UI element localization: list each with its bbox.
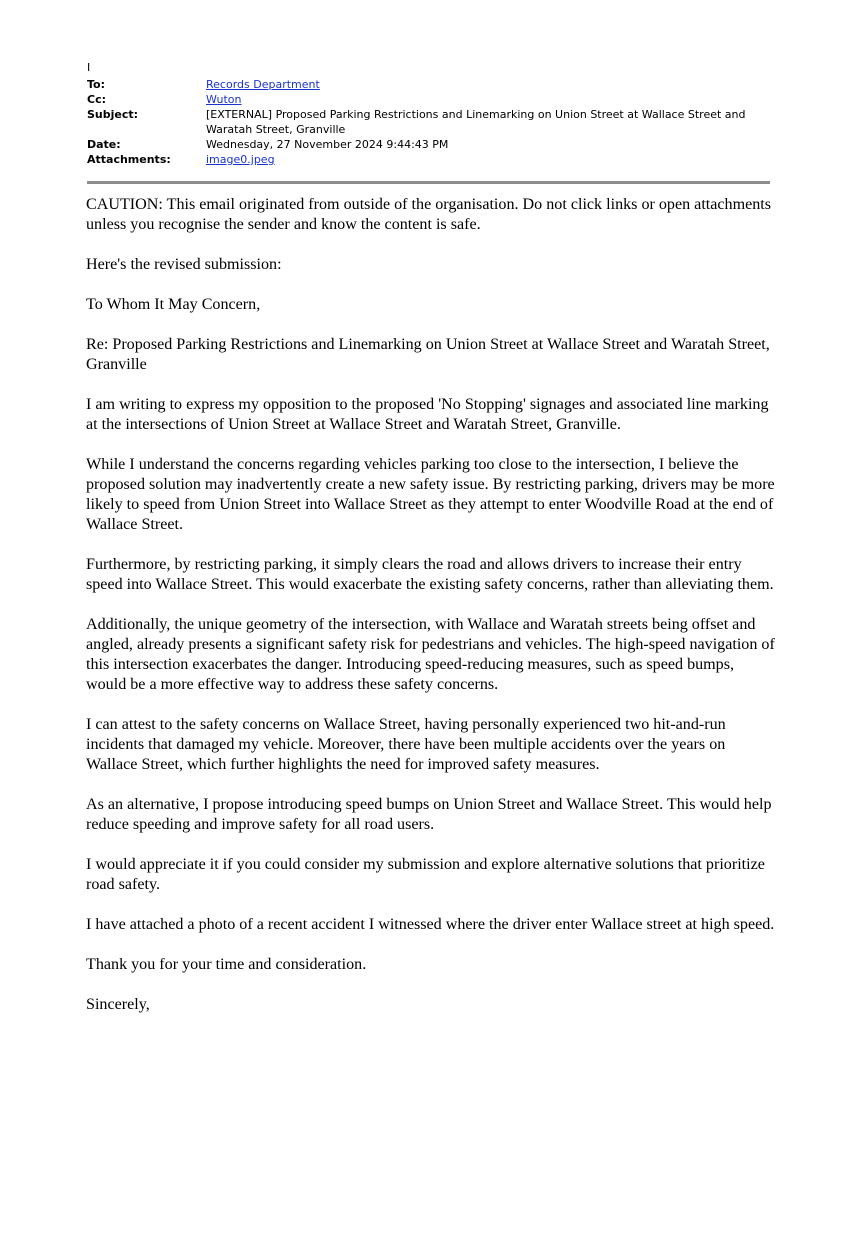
body-paragraph: While I understand the concerns regarding vehicles parking too close to the intersection, I believe the proposed solution may inadvertently create a new safety issue. By restricting parking, drivers may be more likely to speed from Union Street into Wallace Street as they attempt to enter Woodville Road at the end of Wallace Street. <box>86 456 775 533</box>
subject-label: Subject: <box>87 108 139 121</box>
date-label: Date: <box>87 138 121 151</box>
to-value <box>206 77 769 92</box>
caution-notice: CAUTION: This email originated from outside of the organisation. Do not click links or open attachments unless you recognise the sender and know the content is safe. <box>86 196 772 233</box>
body-paragraph: Furthermore, by restricting parking, it simply clears the road and allows drivers to increase their entry speed into Wallace Street. This would exacerbate the existing safety concerns, rather than alleviating them. <box>86 556 774 593</box>
attachments-label: Attachments: <box>87 153 171 166</box>
intro-line: Here's the revised submission: <box>86 256 282 273</box>
sender-name: I <box>87 61 91 74</box>
body-paragraph: I can attest to the safety concerns on Wallace Street, having personally experienced two hit-and-run incidents that damaged my vehicle. Moreover, there have been multiple accidents over the years on Wallace Street, which further highlights the need for improved safety measures. <box>86 716 726 773</box>
salutation: To Whom It May Concern, <box>86 296 261 313</box>
body-paragraph: I have attached a photo of a recent accident I witnessed where the driver enter Wallace street at high speed. <box>86 916 775 933</box>
header-divider <box>87 181 770 184</box>
to-link[interactable]: Records Department <box>206 78 320 91</box>
date-row <box>87 137 769 152</box>
re-line: Re: Proposed Parking Restrictions and Linemarking on Union Street at Wallace Street and Waratah Street, Granville <box>86 336 770 373</box>
attachments-row <box>87 152 769 167</box>
subject-value: [EXTERNAL] Proposed Parking Restrictions and Linemarking on Union Street at Wallace Street and Waratah Street, Granville <box>206 108 746 136</box>
date-value: Wednesday, 27 November 2024 9:44:43 PM <box>206 138 449 151</box>
email-body <box>86 195 776 1035</box>
subject-row <box>87 107 769 137</box>
body-paragraph: I would appreciate it if you could consider my submission and explore alternative solutions that prioritize road safety. <box>86 856 765 893</box>
cc-row <box>87 92 769 107</box>
body-paragraph: I am writing to express my opposition to the proposed 'No Stopping' signages and associated line marking at the intersections of Union Street at Wallace Street and Waratah Street, Granville. <box>86 396 769 433</box>
body-paragraph: As an alternative, I propose introducing speed bumps on Union Street and Wallace Street. This would help reduce speeding and improve safety for all road users. <box>86 796 772 833</box>
email-header <box>87 77 769 167</box>
cc-value <box>206 92 769 107</box>
cc-link[interactable]: Wuton <box>206 93 242 106</box>
to-row <box>87 77 769 92</box>
to-label: To: <box>87 78 105 91</box>
body-paragraph: Additionally, the unique geometry of the intersection, with Wallace and Waratah streets being offset and angled, already presents a significant safety risk for pedestrians and vehicles. The high-speed navigation of this intersection exacerbates the danger. Introducing speed-reducing measures, such as speed bumps, would be a more effective way to address these safety concerns. <box>86 616 775 693</box>
cc-label: Cc: <box>87 93 106 106</box>
thanks-line: Thank you for your time and consideration. <box>86 956 367 973</box>
attachment-link[interactable]: image0.jpeg <box>206 153 275 166</box>
attachments-value <box>206 152 769 167</box>
signoff: Sincerely, <box>86 996 150 1013</box>
